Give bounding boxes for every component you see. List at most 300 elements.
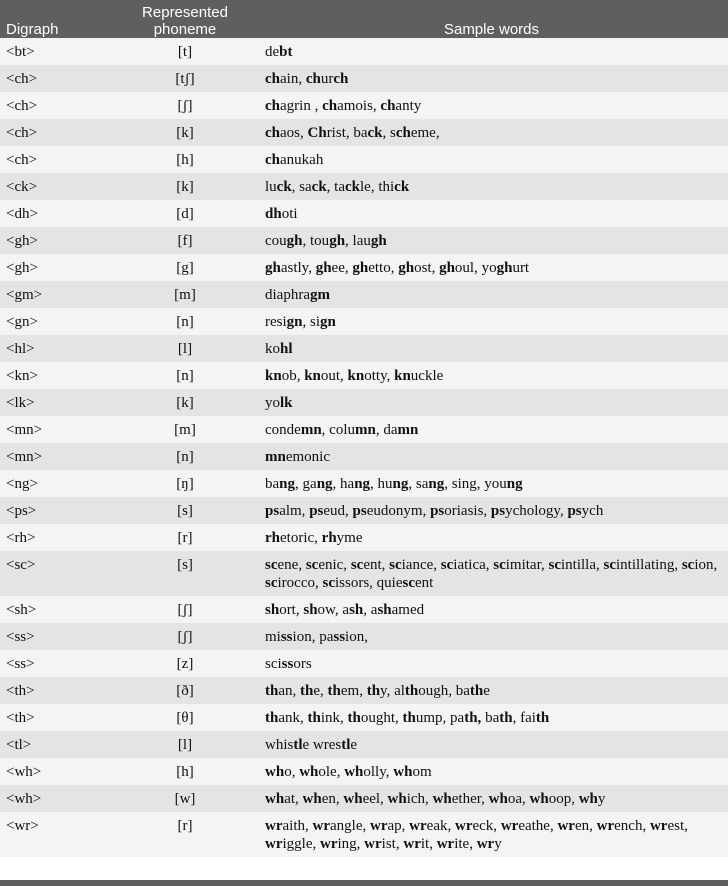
phoneme-cell: [k] [115, 119, 255, 146]
phoneme-cell: [w] [115, 785, 255, 812]
digraph-highlight: ng [428, 476, 445, 492]
word-text: irocco, [277, 575, 323, 591]
digraph-cell: <sh> [0, 596, 115, 623]
sample-words-cell [255, 704, 728, 731]
header-digraph: Digraph [0, 0, 115, 38]
word-text: eathe, [518, 818, 558, 834]
table-row [0, 524, 728, 551]
digraph-highlight: sc [322, 575, 335, 591]
digraph-highlight: hl [280, 341, 293, 357]
digraph-cell: <gn> [0, 308, 115, 335]
digraph-highlight: th, [464, 710, 482, 726]
digraph-highlight: lk [280, 395, 293, 411]
word-text: , ga [295, 476, 317, 492]
phoneme-cell: [n] [115, 308, 255, 335]
word-text: out, [320, 368, 348, 384]
sample-words-cell [255, 38, 728, 65]
word-text: , ta [326, 179, 345, 195]
word-text: ink, [320, 710, 348, 726]
digraph-highlight: gn [320, 314, 336, 330]
phoneme-cell: [h] [115, 146, 255, 173]
sample-words-cell [255, 146, 728, 173]
digraph-cell: <ch> [0, 65, 115, 92]
digraph-highlight: th [404, 683, 419, 699]
sample-words-cell [255, 362, 728, 389]
word-text: , sa [291, 179, 312, 195]
digraph-cell: <gh> [0, 227, 115, 254]
digraph-cell: <th> [0, 704, 115, 731]
digraph-highlight: dh [265, 206, 282, 222]
digraph-highlight: th [366, 683, 381, 699]
footer-bar [0, 880, 728, 886]
digraph-cell: <ch> [0, 119, 115, 146]
digraph-highlight: sc [681, 557, 695, 573]
word-text: om [412, 764, 432, 780]
digraph-highlight: wh [529, 791, 549, 807]
digraph-highlight: wr [557, 818, 575, 834]
word-text: oti [281, 206, 298, 222]
table-row [0, 200, 728, 227]
table-row [0, 146, 728, 173]
sample-words-cell [255, 443, 728, 470]
table-row [0, 758, 728, 785]
digraph-highlight: wh [387, 791, 407, 807]
phoneme-cell: [s] [115, 497, 255, 524]
word-text: em, [340, 683, 367, 699]
word-text: anukah [280, 152, 324, 168]
phoneme-cell: [ŋ] [115, 470, 255, 497]
digraph-highlight: sc [265, 575, 278, 591]
table-row [0, 389, 728, 416]
digraph-cell: <rh> [0, 524, 115, 551]
digraph-highlight: ch [265, 152, 280, 168]
table-row [0, 596, 728, 623]
table-row [0, 650, 728, 677]
digraph-highlight: bt [279, 44, 293, 60]
digraph-highlight: th [265, 683, 279, 699]
digraph-highlight: wh [393, 764, 413, 780]
digraph-highlight: gh [398, 260, 415, 276]
table-row [0, 92, 728, 119]
table-row [0, 443, 728, 470]
header-phoneme [115, 0, 255, 38]
table-row [0, 623, 728, 650]
word-text: ychology, [505, 503, 568, 519]
table-row [0, 416, 728, 443]
word-text: intilla, [561, 557, 604, 573]
digraph-highlight: mn [265, 449, 286, 465]
digraph-highlight: gh [496, 260, 513, 276]
phoneme-cell: [d] [115, 200, 255, 227]
digraph-highlight: ch [395, 125, 411, 141]
digraph-highlight: ch [380, 98, 396, 114]
phoneme-cell: [ʃ] [115, 596, 255, 623]
digraph-highlight: gh [329, 233, 346, 249]
digraph-highlight: gh [352, 260, 369, 276]
table-row [0, 38, 728, 65]
sample-words-cell [255, 470, 728, 497]
digraph-cell: <ch> [0, 92, 115, 119]
word-text: mi [265, 629, 281, 645]
sample-words-cell [255, 758, 728, 785]
digraph-cell: <ps> [0, 497, 115, 524]
word-text: eme, [410, 125, 440, 141]
word-text: e wres [302, 737, 342, 753]
header-row [0, 0, 728, 38]
digraph-highlight: wr [312, 818, 330, 834]
table-row [0, 704, 728, 731]
table-row [0, 254, 728, 281]
digraph-cell: <th> [0, 677, 115, 704]
word-text: , fai [512, 710, 536, 726]
digraph-highlight: ss [333, 629, 346, 645]
sample-words-cell [255, 389, 728, 416]
digraph-highlight: wr [409, 818, 427, 834]
digraph-highlight: gh [439, 260, 455, 276]
phoneme-cell: [r] [115, 524, 255, 551]
word-text: anty [395, 98, 422, 114]
sample-words-cell [255, 335, 728, 362]
digraph-highlight: wr [596, 818, 615, 834]
word-text: ba [481, 710, 500, 726]
table-row [0, 677, 728, 704]
phoneme-cell: [f] [115, 227, 255, 254]
digraph-cell: <mn> [0, 416, 115, 443]
word-text: amed [391, 602, 425, 618]
word-text: , lau [345, 233, 371, 249]
digraph-highlight: sh [265, 602, 280, 618]
digraph-highlight: gm [309, 287, 330, 303]
digraph-highlight: wr [369, 818, 388, 834]
word-text: iance, [401, 557, 441, 573]
digraph-highlight: ng [506, 476, 523, 492]
digraph-highlight: ss [281, 656, 294, 672]
table-row [0, 731, 728, 758]
digraph-highlight: wh [344, 764, 364, 780]
word-text: iatica, [453, 557, 494, 573]
digraph-highlight: gh [370, 233, 387, 249]
sample-words-cell [255, 416, 728, 443]
word-text: , si [302, 314, 321, 330]
digraph-highlight: wh [432, 791, 452, 807]
digraph-highlight: ch [265, 71, 280, 87]
word-text: ich, [406, 791, 433, 807]
table-row [0, 65, 728, 92]
digraph-highlight: sc [402, 575, 415, 591]
digraph-highlight: ps [265, 503, 280, 519]
word-text: olly, [363, 764, 394, 780]
word-text: , s [382, 125, 396, 141]
digraph-highlight: mn [355, 422, 376, 438]
sample-words-cell [255, 200, 728, 227]
digraph-cell: <dh> [0, 200, 115, 227]
word-text: ole, [318, 764, 345, 780]
word-text: ene, [277, 557, 306, 573]
word-text: ors [293, 656, 312, 672]
digraph-highlight: wh [578, 791, 598, 807]
digraph-cell: <tl> [0, 731, 115, 758]
digraph-cell: <gm> [0, 281, 115, 308]
digraph-highlight: gh [286, 233, 303, 249]
phoneme-cell: [m] [115, 416, 255, 443]
digraph-cell: <sc> [0, 551, 115, 596]
word-text: iggle, [282, 836, 320, 852]
word-text: urt [512, 260, 530, 276]
digraph-highlight: wh [265, 764, 285, 780]
digraph-highlight: sc [493, 557, 506, 573]
word-text: e [350, 737, 358, 753]
phoneme-cell: [ð] [115, 677, 255, 704]
sample-words-cell [255, 785, 728, 812]
phoneme-cell: [k] [115, 389, 255, 416]
digraph-highlight: th [300, 683, 314, 699]
digraph-highlight: ch [265, 125, 280, 141]
digraph-highlight: gh [265, 260, 281, 276]
word-text: astly, [280, 260, 316, 276]
word-text: , sing, you [444, 476, 507, 492]
digraph-highlight: ck [311, 179, 327, 195]
word-text: est, [667, 818, 688, 834]
digraph-highlight: wr [500, 818, 519, 834]
word-text: etto, [368, 260, 399, 276]
sample-words-cell [255, 524, 728, 551]
word-text: aos, [280, 125, 308, 141]
sample-words-cell [255, 812, 728, 857]
word-text: ee, [331, 260, 353, 276]
word-text: , hu [370, 476, 393, 492]
sample-words-cell [255, 281, 728, 308]
word-text: otty, [364, 368, 395, 384]
digraph-highlight: th [307, 710, 321, 726]
word-text: ur [320, 71, 334, 87]
digraph-highlight: wr [265, 818, 283, 834]
digraph-highlight: mn [397, 422, 419, 438]
digraph-highlight: kn [304, 368, 321, 384]
word-text: ain, [280, 71, 306, 87]
word-text: eudonym, [366, 503, 431, 519]
digraph-highlight: wh [302, 791, 322, 807]
word-text: sci [265, 656, 282, 672]
word-text: ost, [414, 260, 440, 276]
phoneme-cell: [n] [115, 443, 255, 470]
digraph-highlight: ng [316, 476, 333, 492]
digraph-highlight: Ch [307, 125, 327, 141]
word-text: ing, [337, 836, 365, 852]
word-text: eck, [472, 818, 501, 834]
digraph-highlight: mn [300, 422, 322, 438]
word-text: ap, [387, 818, 410, 834]
word-text: ite, [454, 836, 477, 852]
word-text: ion, [694, 557, 718, 573]
phoneme-cell: [n] [115, 362, 255, 389]
digraph-highlight: th [402, 710, 416, 726]
sample-words-cell [255, 92, 728, 119]
sample-words-cell [255, 227, 728, 254]
digraph-highlight: wr [320, 836, 338, 852]
digraph-highlight: th [535, 710, 550, 726]
phoneme-cell: [t] [115, 38, 255, 65]
word-text: oa, [507, 791, 530, 807]
phoneme-cell: [s] [115, 551, 255, 596]
digraph-highlight: th [347, 710, 361, 726]
sample-words-cell [255, 623, 728, 650]
word-text: , ha [332, 476, 355, 492]
digraph-highlight: sc [603, 557, 616, 573]
word-text: ent, [363, 557, 390, 573]
phoneme-cell: [ʃ] [115, 92, 255, 119]
phoneme-cell: [l] [115, 335, 255, 362]
word-text: intillating, [616, 557, 682, 573]
digraph-cell: <ng> [0, 470, 115, 497]
word-text: angle, [330, 818, 370, 834]
digraph-highlight: ch [322, 98, 338, 114]
digraph-highlight: sh [377, 602, 392, 618]
phoneme-cell: [tʃ] [115, 65, 255, 92]
word-text: , tou [302, 233, 330, 249]
digraph-highlight: wr [436, 836, 455, 852]
word-text: ych [581, 503, 604, 519]
digraph-highlight: sc [389, 557, 402, 573]
word-text: ko [265, 341, 280, 357]
table-row [0, 335, 728, 362]
word-text: ough, ba [418, 683, 470, 699]
digraph-highlight: ch [333, 71, 349, 87]
word-text: y, al [380, 683, 405, 699]
digraph-highlight: gn [286, 314, 303, 330]
digraph-cell: <wr> [0, 812, 115, 857]
table-row [0, 497, 728, 524]
word-text: amois, [337, 98, 381, 114]
word-text: oul, yo [454, 260, 497, 276]
phoneme-cell: [h] [115, 758, 255, 785]
word-text: ench, [614, 818, 650, 834]
phoneme-cell: [r] [115, 812, 255, 857]
word-text: de [265, 44, 280, 60]
word-text: y [597, 791, 606, 807]
table-row [0, 173, 728, 200]
digraph-highlight: tl [341, 737, 351, 753]
digraph-cell: <ss> [0, 650, 115, 677]
word-text: rist, ba [326, 125, 368, 141]
sample-words-cell [255, 551, 728, 596]
word-text: eak, [426, 818, 455, 834]
digraph-cell: <bt> [0, 38, 115, 65]
table-row [0, 785, 728, 812]
phoneme-cell: [l] [115, 731, 255, 758]
word-text: ow, a [317, 602, 350, 618]
table-row [0, 308, 728, 335]
word-text: ob, [281, 368, 305, 384]
word-text: ump, pa [415, 710, 465, 726]
digraph-cell: <ch> [0, 146, 115, 173]
digraph-highlight: wh [265, 791, 285, 807]
digraph-highlight: wr [403, 836, 421, 852]
digraph-highlight: wh [343, 791, 363, 807]
sample-words-cell [255, 254, 728, 281]
phoneme-cell: [m] [115, 281, 255, 308]
table-row [0, 281, 728, 308]
digraph-highlight: sc [548, 557, 561, 573]
word-text: issors, quie [334, 575, 403, 591]
word-text: eel, [362, 791, 388, 807]
digraph-highlight: th [327, 683, 341, 699]
digraph-highlight: rh [321, 530, 337, 546]
word-text: agrin , [280, 98, 323, 114]
sample-words-cell [255, 119, 728, 146]
digraph-highlight: kn [394, 368, 411, 384]
digraph-cell: <wh> [0, 758, 115, 785]
digraph-highlight: wr [265, 836, 283, 852]
digraph-highlight: th [499, 710, 513, 726]
digraph-highlight: ng [279, 476, 296, 492]
word-text: ion, pa [292, 629, 334, 645]
digraph-highlight: wh [488, 791, 508, 807]
phoneme-cell: [ʃ] [115, 623, 255, 650]
sample-words-cell [255, 596, 728, 623]
phoneme-cell: [k] [115, 173, 255, 200]
word-text: diaphra [265, 287, 310, 303]
digraph-highlight: ck [367, 125, 383, 141]
sample-words-cell [255, 65, 728, 92]
word-text: , sa [408, 476, 429, 492]
sample-words-cell [255, 650, 728, 677]
table-row [0, 551, 728, 596]
word-text: en, [574, 818, 597, 834]
word-text: , a [363, 602, 378, 618]
word-text: whis [265, 737, 294, 753]
digraph-highlight: sc [440, 557, 454, 573]
word-text: yo [265, 395, 280, 411]
digraph-highlight: th [469, 683, 484, 699]
digraph-highlight: ps [352, 503, 367, 519]
digraph-cell: <ck> [0, 173, 115, 200]
digraph-highlight: gh [315, 260, 332, 276]
table-row [0, 812, 728, 857]
phoneme-cell: [θ] [115, 704, 255, 731]
word-text: en, [321, 791, 344, 807]
phoneme-cell: [g] [115, 254, 255, 281]
digraph-cell: <gh> [0, 254, 115, 281]
digraph-highlight: wr [364, 836, 382, 852]
word-text: ion, [345, 629, 368, 645]
word-text: it, [420, 836, 437, 852]
digraph-highlight: kn [347, 368, 365, 384]
word-text: , da [375, 422, 398, 438]
table-row [0, 362, 728, 389]
digraph-cell: <wh> [0, 785, 115, 812]
word-text: ba [265, 476, 280, 492]
word-text: ort, [279, 602, 304, 618]
word-text: ank, [278, 710, 308, 726]
table-row [0, 227, 728, 254]
sample-words-cell [255, 731, 728, 758]
digraph-cell: <ss> [0, 623, 115, 650]
header-phoneme-line1: Represented [142, 4, 228, 21]
digraph-cell: <kn> [0, 362, 115, 389]
word-text: e, [313, 683, 328, 699]
word-text: emonic [285, 449, 330, 465]
digraph-highlight: kn [265, 368, 282, 384]
word-text: cou [265, 233, 287, 249]
digraph-highlight: ps [309, 503, 324, 519]
sample-words-cell [255, 173, 728, 200]
digraph-highlight: sc [350, 557, 364, 573]
word-text: ether, [451, 791, 489, 807]
word-text: le, thi [360, 179, 395, 195]
word-text: lu [265, 179, 277, 195]
digraph-cell: <lk> [0, 389, 115, 416]
digraph-highlight: rh [265, 530, 280, 546]
